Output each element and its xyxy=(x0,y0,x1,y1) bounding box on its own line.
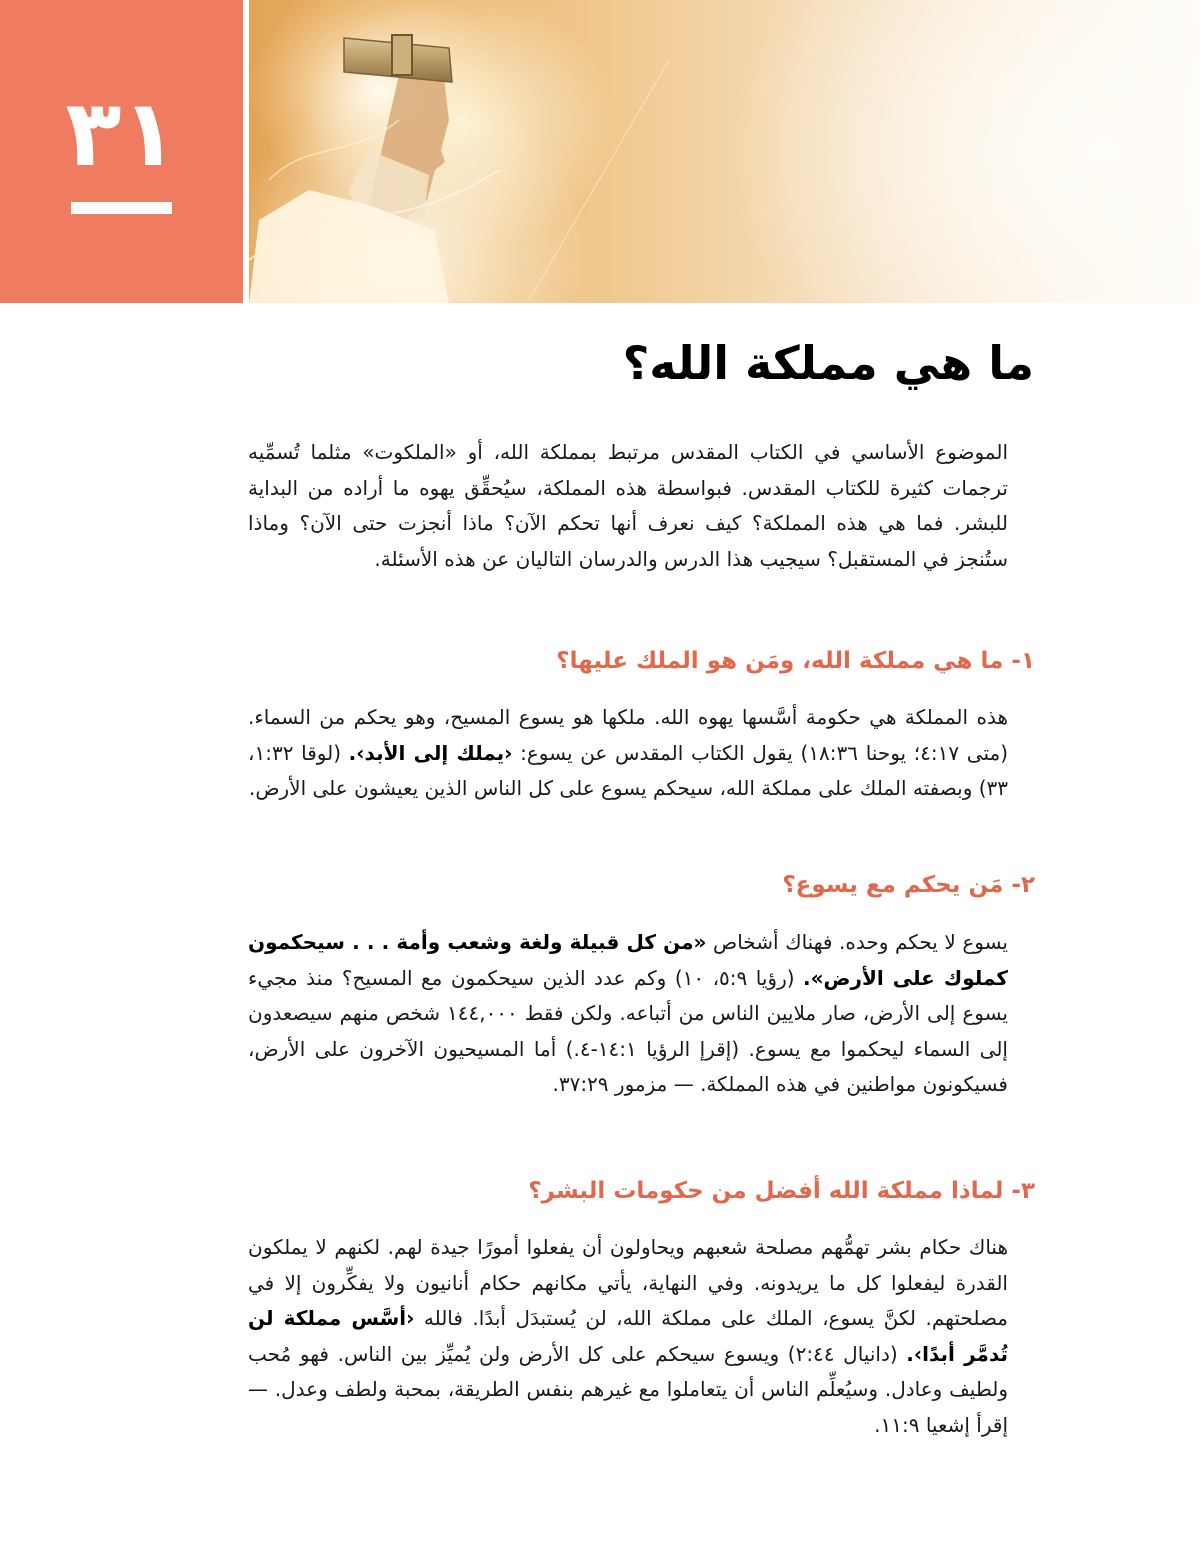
intro-paragraph: الموضوع الأساسي في الكتاب المقدس مرتبط بمملكة الله، أو «الملكوت» مثلما تُسمِّيه ترجمات كثيرة للكتاب المقدس. فبواسطة هذه المملكة، سيُحقِّق يهوه ما أراده من البداية للبشر. فما هي هذه المملكة؟ كيف نعرف أنها تحكم الآن؟ ماذا أنجزت حتى الآن؟ وماذا ستُنجز في المستقبل؟ سيجيب هذا الدرس والدرسان التاليان عن هذه الأسئلة. xyxy=(248,440,1008,571)
paragraph-text: هناك حكام بشر تهمُّهم مصلحة شعبهم ويحاولون أن يفعلوا أمورًا جيدة لهم. لكنهم لا يملكون القدرة ليفعلوا كل ما يريدونه. وفي النهاية، يأتي مكانهم حكام أنانيون ولا يفكِّرون إلا في مصلحتهم. لكنَّ يسوع، الملك على مملكة الله، لن يُستبدَل أبدًا. فالله xyxy=(248,1235,1008,1330)
section-heading-1: ١- ما هي مملكة الله، ومَن هو الملك عليها؟ xyxy=(556,648,1035,674)
scripture-quote: ‹يملك إلى الأبد›. xyxy=(348,740,513,765)
section-paragraph-1 xyxy=(248,700,1008,807)
section-heading-2: ٢- مَن يحكم مع يسوع؟ xyxy=(782,872,1035,898)
paragraph-text: (رؤيا ٥:٩، ١٠) وكم عدد الذين سيحكمون مع المسيح؟ منذ مجيء يسوع إلى الأرض، صار ملايين الناس من أتباعه. ولكن فقط ١٤٤,٠٠٠ شخص منهم سيصعدون إلى السماء ليحكموا مع يسوع. (إقرإ الرؤيا ١٤:١-٤.) أما المسيحيون الآخرون على الأرض، فسيكونون مواطنين في هذه المملكة. — مزمور ٣٧:٢٩. xyxy=(248,965,1008,1096)
page-title: ما هي مملكة الله؟ xyxy=(622,336,1034,390)
paragraph-text: هذه المملكة هي حكومة أسَّسها يهوه الله. ملكها هو يسوع المسيح، وهو يحكم من السماء. (متى ٤:١٧؛ يوحنا ١٨:٣٦) يقول الكتاب المقدس عن يسوع: xyxy=(248,705,1009,765)
section-heading-3: ٣- لماذا مملكة الله أفضل من حكومات البشر؟ xyxy=(528,1178,1035,1204)
lesson-number-underline xyxy=(71,202,172,214)
paragraph-text: يسوع لا يحكم وحده. فهناك أشخاص xyxy=(706,930,1008,954)
scripture-quote: «من كل قبيلة ولغة وشعب وأمة . . . سيحكمون كملوك على الأرض». xyxy=(248,930,1008,990)
section-paragraph-2 xyxy=(248,925,1008,1103)
lesson-number: ٣١ xyxy=(65,80,178,187)
scripture-quote: ‹أسَّس مملكة لن تُدمَّر أبدًا›. xyxy=(248,1306,1009,1366)
lesson-number-badge xyxy=(0,0,243,303)
paragraph-text: (لوقا ١:٣٢، ٣٣) وبصفته الملك على مملكة الله، سيحكم يسوع على كل الناس الذين يعيشون على الأرض. xyxy=(248,740,1008,800)
paragraph-text: (دانيال ٢:٤٤) ويسوع سيحكم على كل الأرض ولن يُميِّز بين الناس. فهو مُحب ولطيف وعادل. وسيُعلِّم الناس أن يتعاملوا مع غيرهم بنفس الطريقة، بمحبة ولطف وعدل. — إقرأ إشعيا ١١:٩. xyxy=(248,1341,1008,1437)
hero-image xyxy=(249,0,1200,303)
king-illustration-icon xyxy=(249,0,1200,303)
section-paragraph-3 xyxy=(248,1230,1008,1443)
